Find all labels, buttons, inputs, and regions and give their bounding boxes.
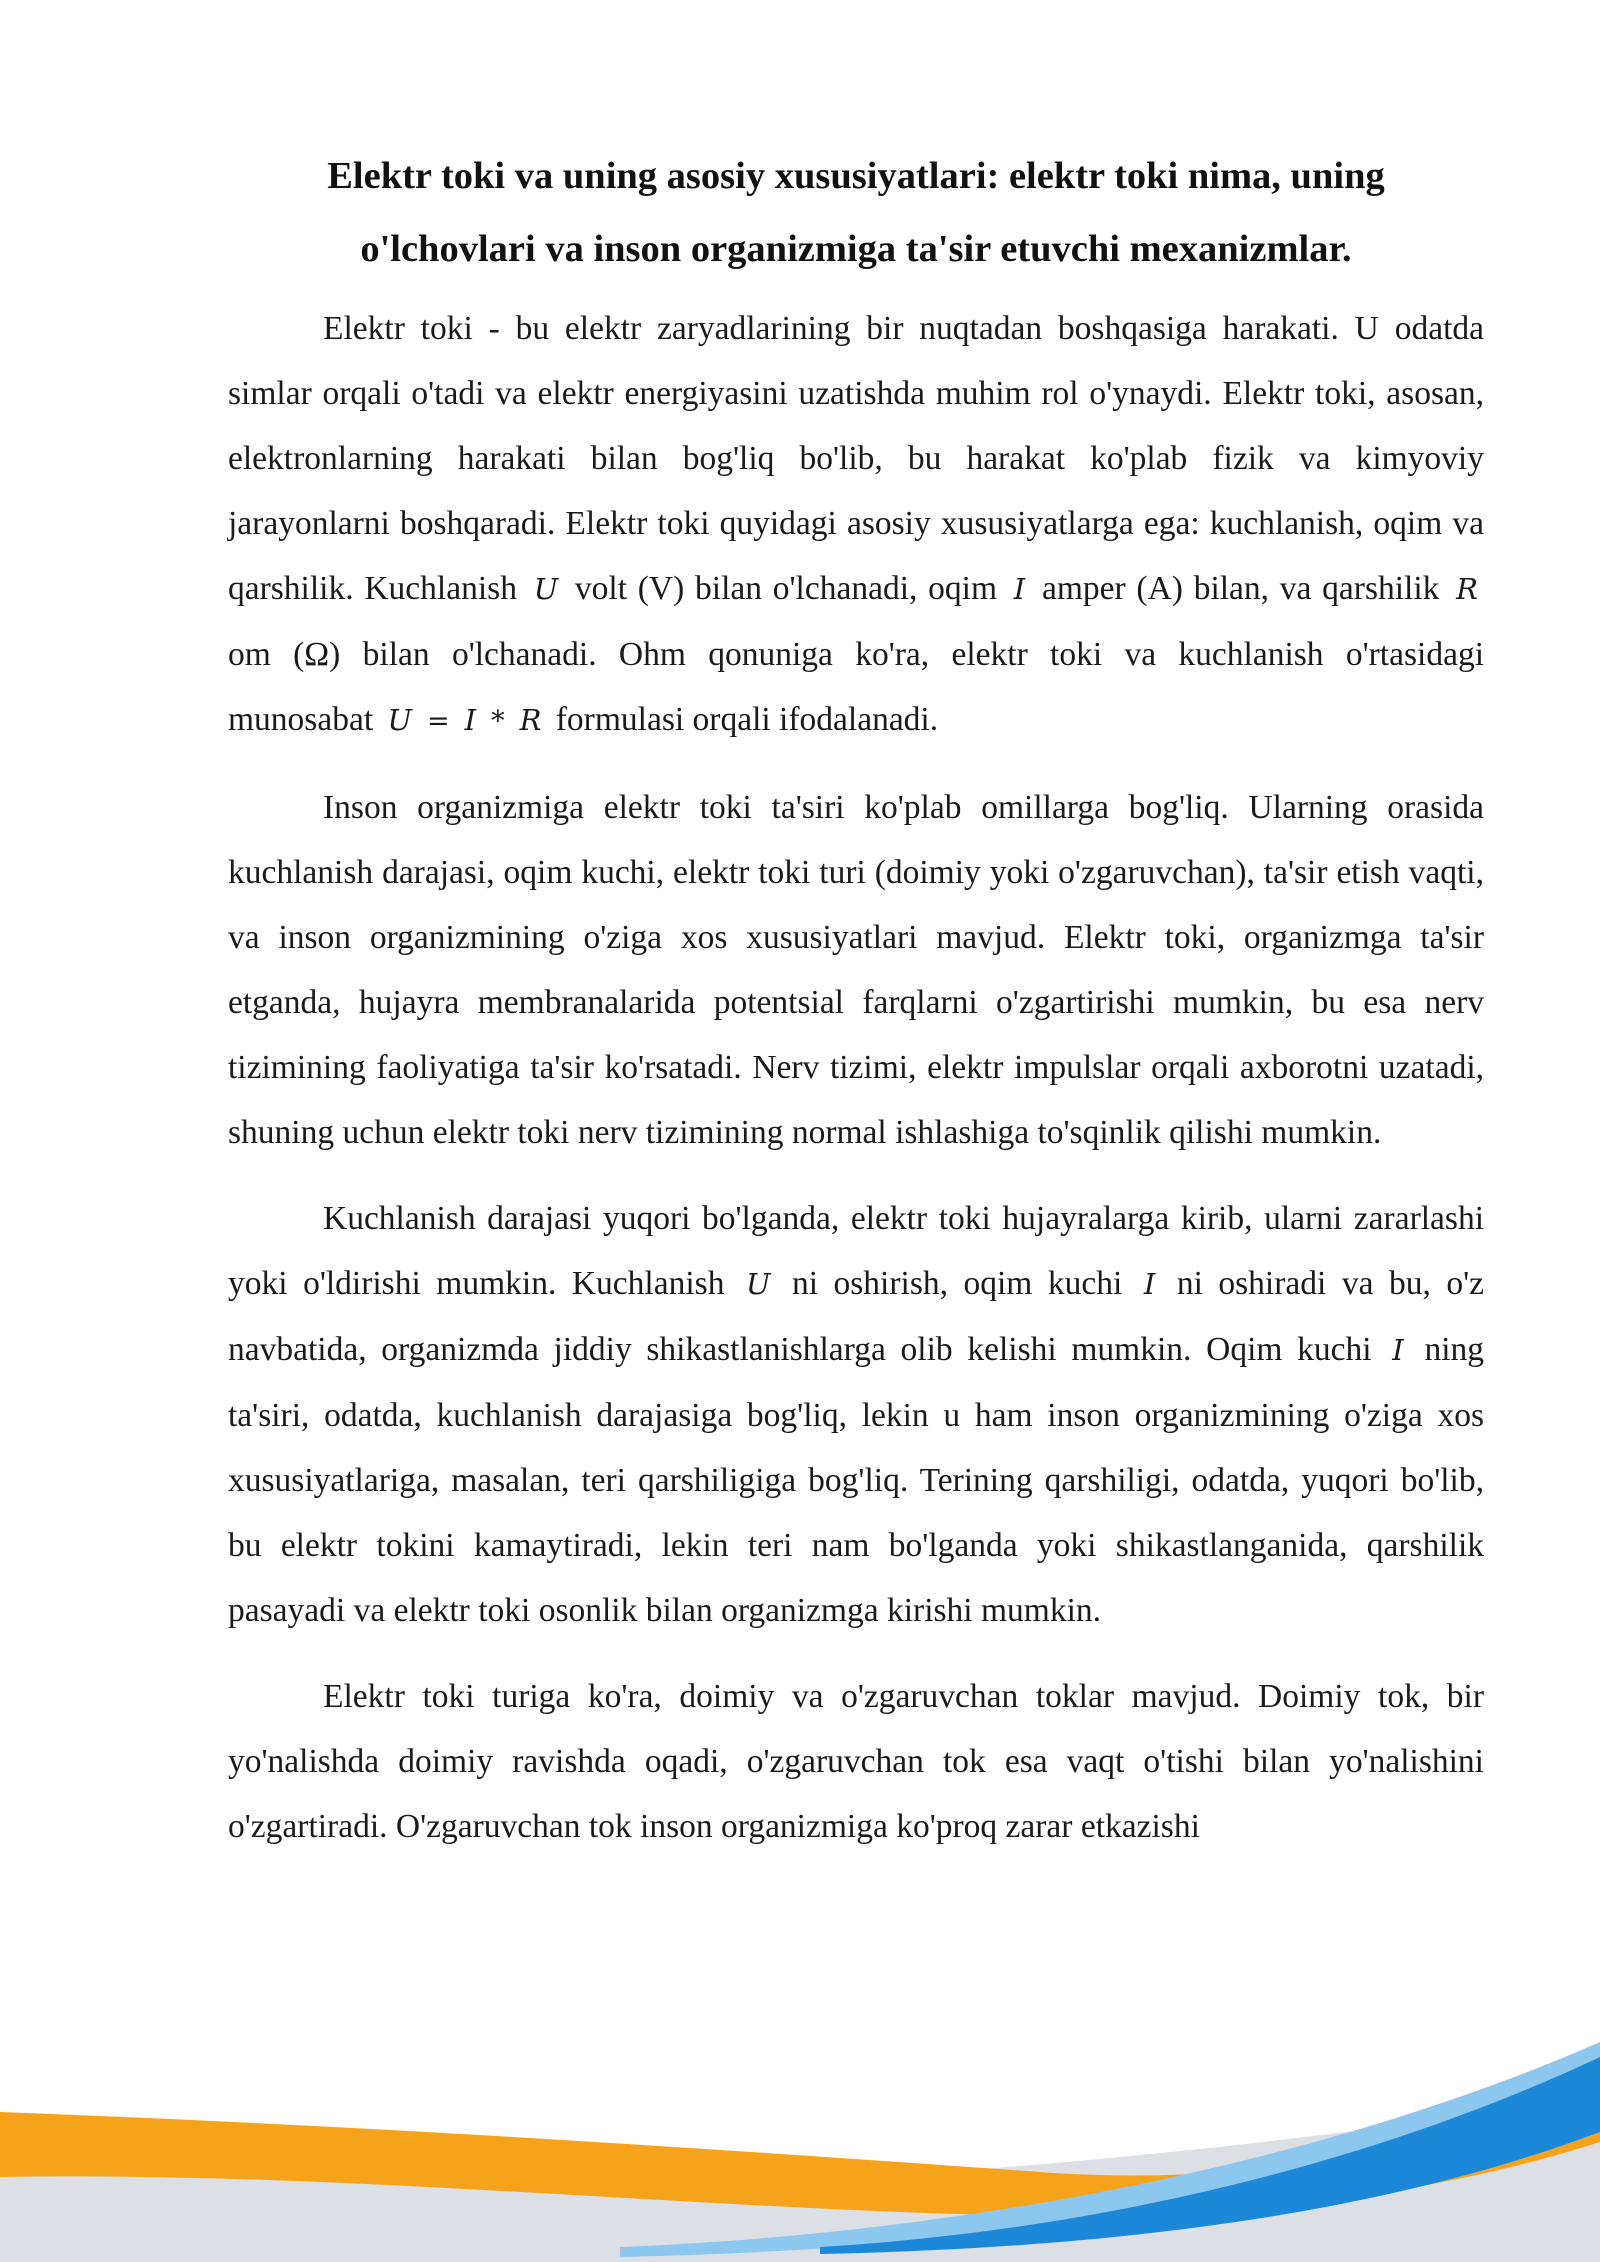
ohm-formula bbox=[382, 701, 548, 738]
current-symbol: I bbox=[1013, 572, 1026, 606]
current-symbol: I bbox=[1392, 1333, 1404, 1367]
p1-text-4: om (Ω) bilan o'lchanadi. Ohm qonuniga ko'ra, elektr toki va kuchlanish o'rtasidagi munosabat bbox=[228, 636, 1484, 738]
resistance-symbol: R bbox=[1456, 572, 1478, 606]
formula-u: U bbox=[387, 703, 412, 737]
p3-text-4: ning ta'siri, odatda, kuchlanish darajasiga bog'liq, lekin u ham inson organizmining o'ziga xos xususiyatlariga, masalan, teri qarshiligiga bog'liq. Terining qarshiligi, odatda, yuqori bo'lib, bu elektr tokini kamaytiradi, lekin teri nam bo'lganda yoki shikastlanganida, qarshilik pasayadi va elektr toki osonlik bilan organizmga kirishi mumkin. bbox=[228, 1331, 1484, 1629]
voltage-symbol: U bbox=[745, 1267, 771, 1301]
title-line-2: o'lchovlari va inson organizmiga ta'sir etuvchi mexanizmlar. bbox=[360, 228, 1352, 270]
formula-i: I bbox=[464, 703, 477, 737]
p3-text-3: ni oshiradi va bu, o'z navbatida, organizmda jiddiy shikastlanishlarga olib kelishi mumkin. Oqim kuchi bbox=[228, 1265, 1485, 1368]
p3-text-2: ni oshirish, oqim kuchi bbox=[791, 1265, 1123, 1302]
footer-wave-decoration bbox=[0, 2002, 1600, 2262]
p1-text-5: formulasi orqali ifodalanadi. bbox=[555, 701, 939, 738]
p1-text-1: Elektr toki - bu elektr zaryadlarining bir nuqtadan boshqasiga harakati. U odatda simlar orqali o'tadi va elektr energiyasini uzatishda muhim rol o'ynaydi. Elektr toki, asosan, elektronlarning harakati bilan bog'liq bo'lib, bu harakat ko'plab fizik va kimyoviy jarayonlarni boshqaradi. Elektr toki quyidagi asosiy xususiyatlarga ega: kuchlanish, oqim va qarshilik. Kuchlanish bbox=[228, 310, 1484, 607]
p3-text-1: Kuchlanish darajasi yuqori bo'lganda, elektr toki hujayralarga kirib, ularni zararlashi yoki o'ldirishi mumkin. Kuchlanish bbox=[228, 1200, 1484, 1302]
title-line-1: Elektr toki va uning asosiy xususiyatlari: elektr toki nima, uning bbox=[327, 155, 1385, 197]
current-symbol: I bbox=[1143, 1267, 1156, 1301]
voltage-symbol: U bbox=[533, 572, 559, 606]
formula-equals: = bbox=[426, 706, 450, 737]
paragraph-3 bbox=[228, 1186, 1484, 1643]
paragraph-1 bbox=[228, 296, 1484, 754]
formula-r: R bbox=[519, 703, 542, 737]
formula-multiply: * bbox=[491, 706, 505, 737]
paragraph-2: Inson organizmiga elektr toki ta'siri ko'plab omillarga bog'liq. Ularning orasida kuchlanish darajasi, oqim kuchi, elektr toki turi (doimiy yoki o'zgaruvchan), ta'sir etish vaqti, va inson organizmining o'ziga xos xususiyatlari mavjud. Elektr toki, organizmga ta'sir etganda, hujayra membranalarida potentsial farqlarni o'zgartirishi mumkin, bu esa nerv tizimining faoliyatiga ta'sir ko'rsatadi. Nerv tizimi, elektr impulslar orqali axborotni uzatadi, shuning uchun elektr toki nerv tizimining normal ishlashiga to'sqinlik qilishi mumkin. bbox=[228, 789, 1484, 1151]
document-content bbox=[228, 140, 1484, 1880]
p1-text-3: amper (A) bilan, va qarshilik bbox=[1041, 570, 1440, 607]
paragraph-4: Elektr toki turiga ko'ra, doimiy va o'zgaruvchan toklar mavjud. Doimiy tok, bir yo'nalishda doimiy ravishda oqadi, o'zgaruvchan tok esa vaqt o'tishi bilan yo'nalishini o'zgartiradi. O'zgaruvchan tok inson organizmiga ko'proq zarar etkazishi bbox=[228, 1678, 1484, 1845]
p1-text-2: volt (V) bilan o'lchanadi, oqim bbox=[574, 570, 998, 607]
document-title bbox=[228, 140, 1484, 286]
